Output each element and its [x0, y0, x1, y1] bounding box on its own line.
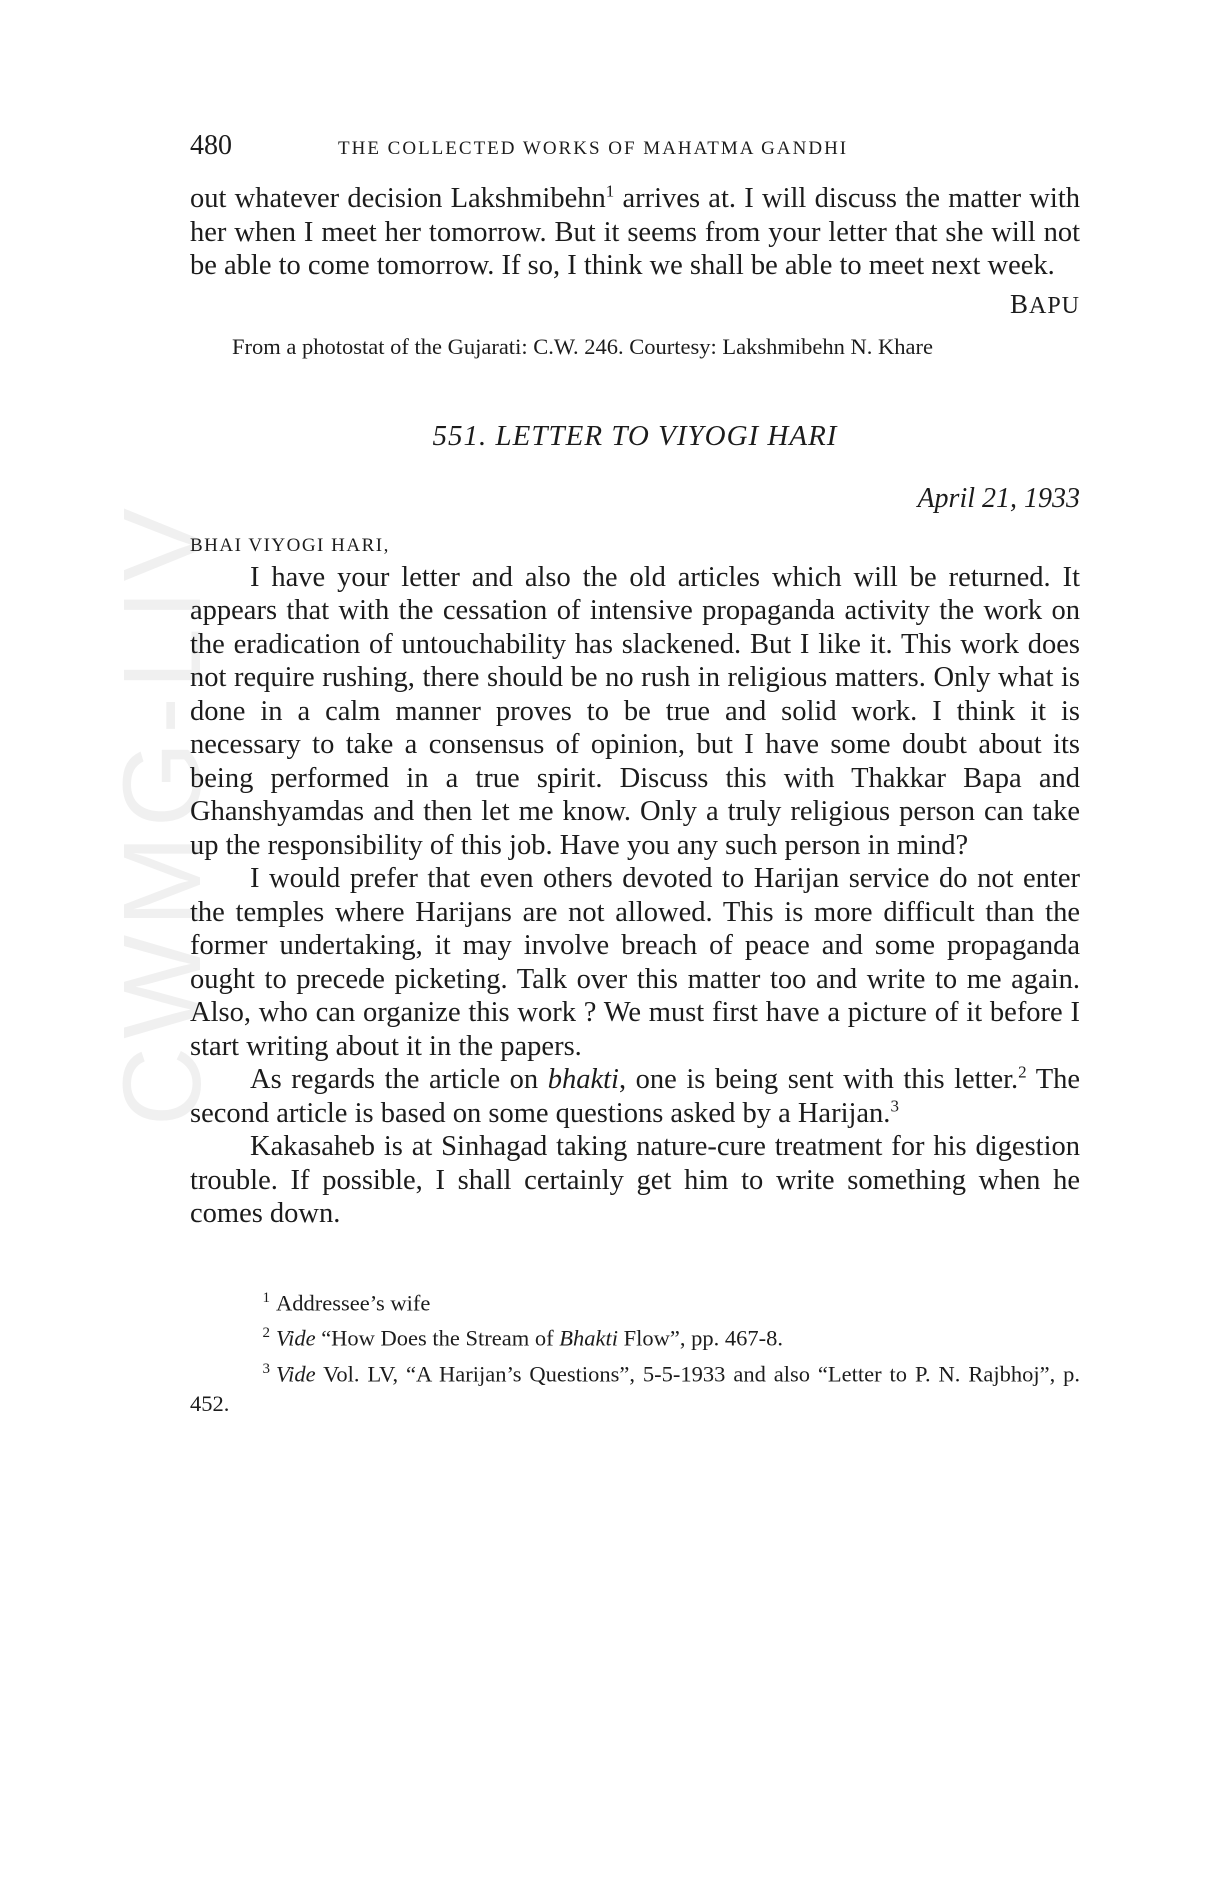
- continuation-text-b: arrives at. I will discuss the matter with her when I meet her tomorrow. But it seems from your letter that she will not be able to come tomorrow. If so, I think we shall be able to meet next week.: [190, 183, 1080, 281]
- footnote-mark: 3: [262, 1360, 270, 1377]
- page-content: [190, 130, 1080, 1419]
- letter-heading: 551. LETTER TO VIYOGI HARI: [432, 419, 838, 452]
- footnote-1: [190, 1283, 1080, 1319]
- continuation-paragraph: [190, 182, 1080, 283]
- watermark: CWMG-LIV: [101, 500, 224, 1127]
- footnote-mark: 1: [262, 1289, 270, 1306]
- footnotes: [190, 1283, 1080, 1420]
- signature: [190, 289, 1080, 320]
- paragraph-3-text-b: , one is being sent with this letter.: [618, 1064, 1019, 1095]
- footnote-text: Vol. LV, “A Harijan’s Questions”, 5-5-1933 and also “Letter to P. N. Rajbhoj”, p. 452.: [190, 1361, 1080, 1416]
- footnote-ref-1: 1: [605, 181, 615, 201]
- footnote-text-a: “How Does the Stream of: [315, 1325, 560, 1351]
- letter-date: April 21, 1933: [917, 482, 1080, 514]
- paragraph-4: Kakasaheb is at Sinhagad taking nature-cure treatment for his digestion trouble. If possible, I shall certainly get him to write something when he comes down.: [190, 1131, 1080, 1229]
- footnote-vide: Vide: [276, 1325, 316, 1351]
- signature-rest: APU: [1028, 292, 1080, 319]
- continuation-text-a: out whatever decision Lakshmibehn: [190, 183, 606, 214]
- footnote-vide: Vide: [276, 1361, 316, 1386]
- source-note: [190, 330, 1080, 364]
- source-text: From a photostat of the Gujarati: C.W. 246. Courtesy: Lakshmibehn N. Khare: [232, 333, 933, 359]
- footnote-italic: Bhakti: [559, 1325, 618, 1351]
- footnote-mark: 2: [262, 1325, 270, 1341]
- footnote-3: [190, 1354, 1080, 1420]
- footnote-text: Addressee’s wife: [276, 1290, 431, 1315]
- page-number: 480: [190, 130, 232, 161]
- paragraph-3: [190, 1063, 1080, 1130]
- footnote-text-b: Flow”, pp. 467-8.: [618, 1325, 783, 1351]
- paragraph-3-text-a: As regards the article on: [250, 1064, 548, 1095]
- paragraph-2: I would prefer that even others devoted to Harijan service do not enter the temples where Harijans are not allowed. This is more difficult than the former undertaking, it may involve breach of peace and some propaganda ought to precede picketing. Talk over this matter too and write to me again. Also, who can organize this work ? We must first have a picture of it before I start writing about it in the papers.: [190, 863, 1080, 1062]
- paragraph-1: I have your letter and also the old articles which will be returned. It appears that with the cessation of intensive propaganda activity the work on the eradication of untouchability has slackened. But I like it. This work does not require rushing, there should be no rush in religious matters. Only what is done in a calm manner proves to be true and solid work. I think it is necessary to take a consensus of opinion, but I have some doubt about its being performed in a true spirit. Discuss this with Thakkar Bapa and Ghanshyamdas and then let me know. Only a truly religious person can take up the responsibility of this job. Have you any such person in mind?: [190, 561, 1080, 861]
- running-head: [190, 130, 1080, 170]
- footnote-ref-2: 2: [1018, 1062, 1027, 1082]
- signature-initial: B: [1009, 288, 1029, 319]
- paragraph-3-italic: bhakti: [547, 1064, 619, 1095]
- footnote-ref-3: 3: [890, 1096, 899, 1115]
- footnote-2: [190, 1318, 1080, 1354]
- running-title: THE COLLECTED WORKS OF MAHATMA GANDHI: [338, 138, 849, 159]
- paragraph-3-text-c: The second article is based on some questions asked by a Harijan.: [190, 1064, 1080, 1129]
- letter-body: [190, 561, 1080, 1231]
- salutation: BHAI VIYOGI HARI,: [190, 534, 390, 556]
